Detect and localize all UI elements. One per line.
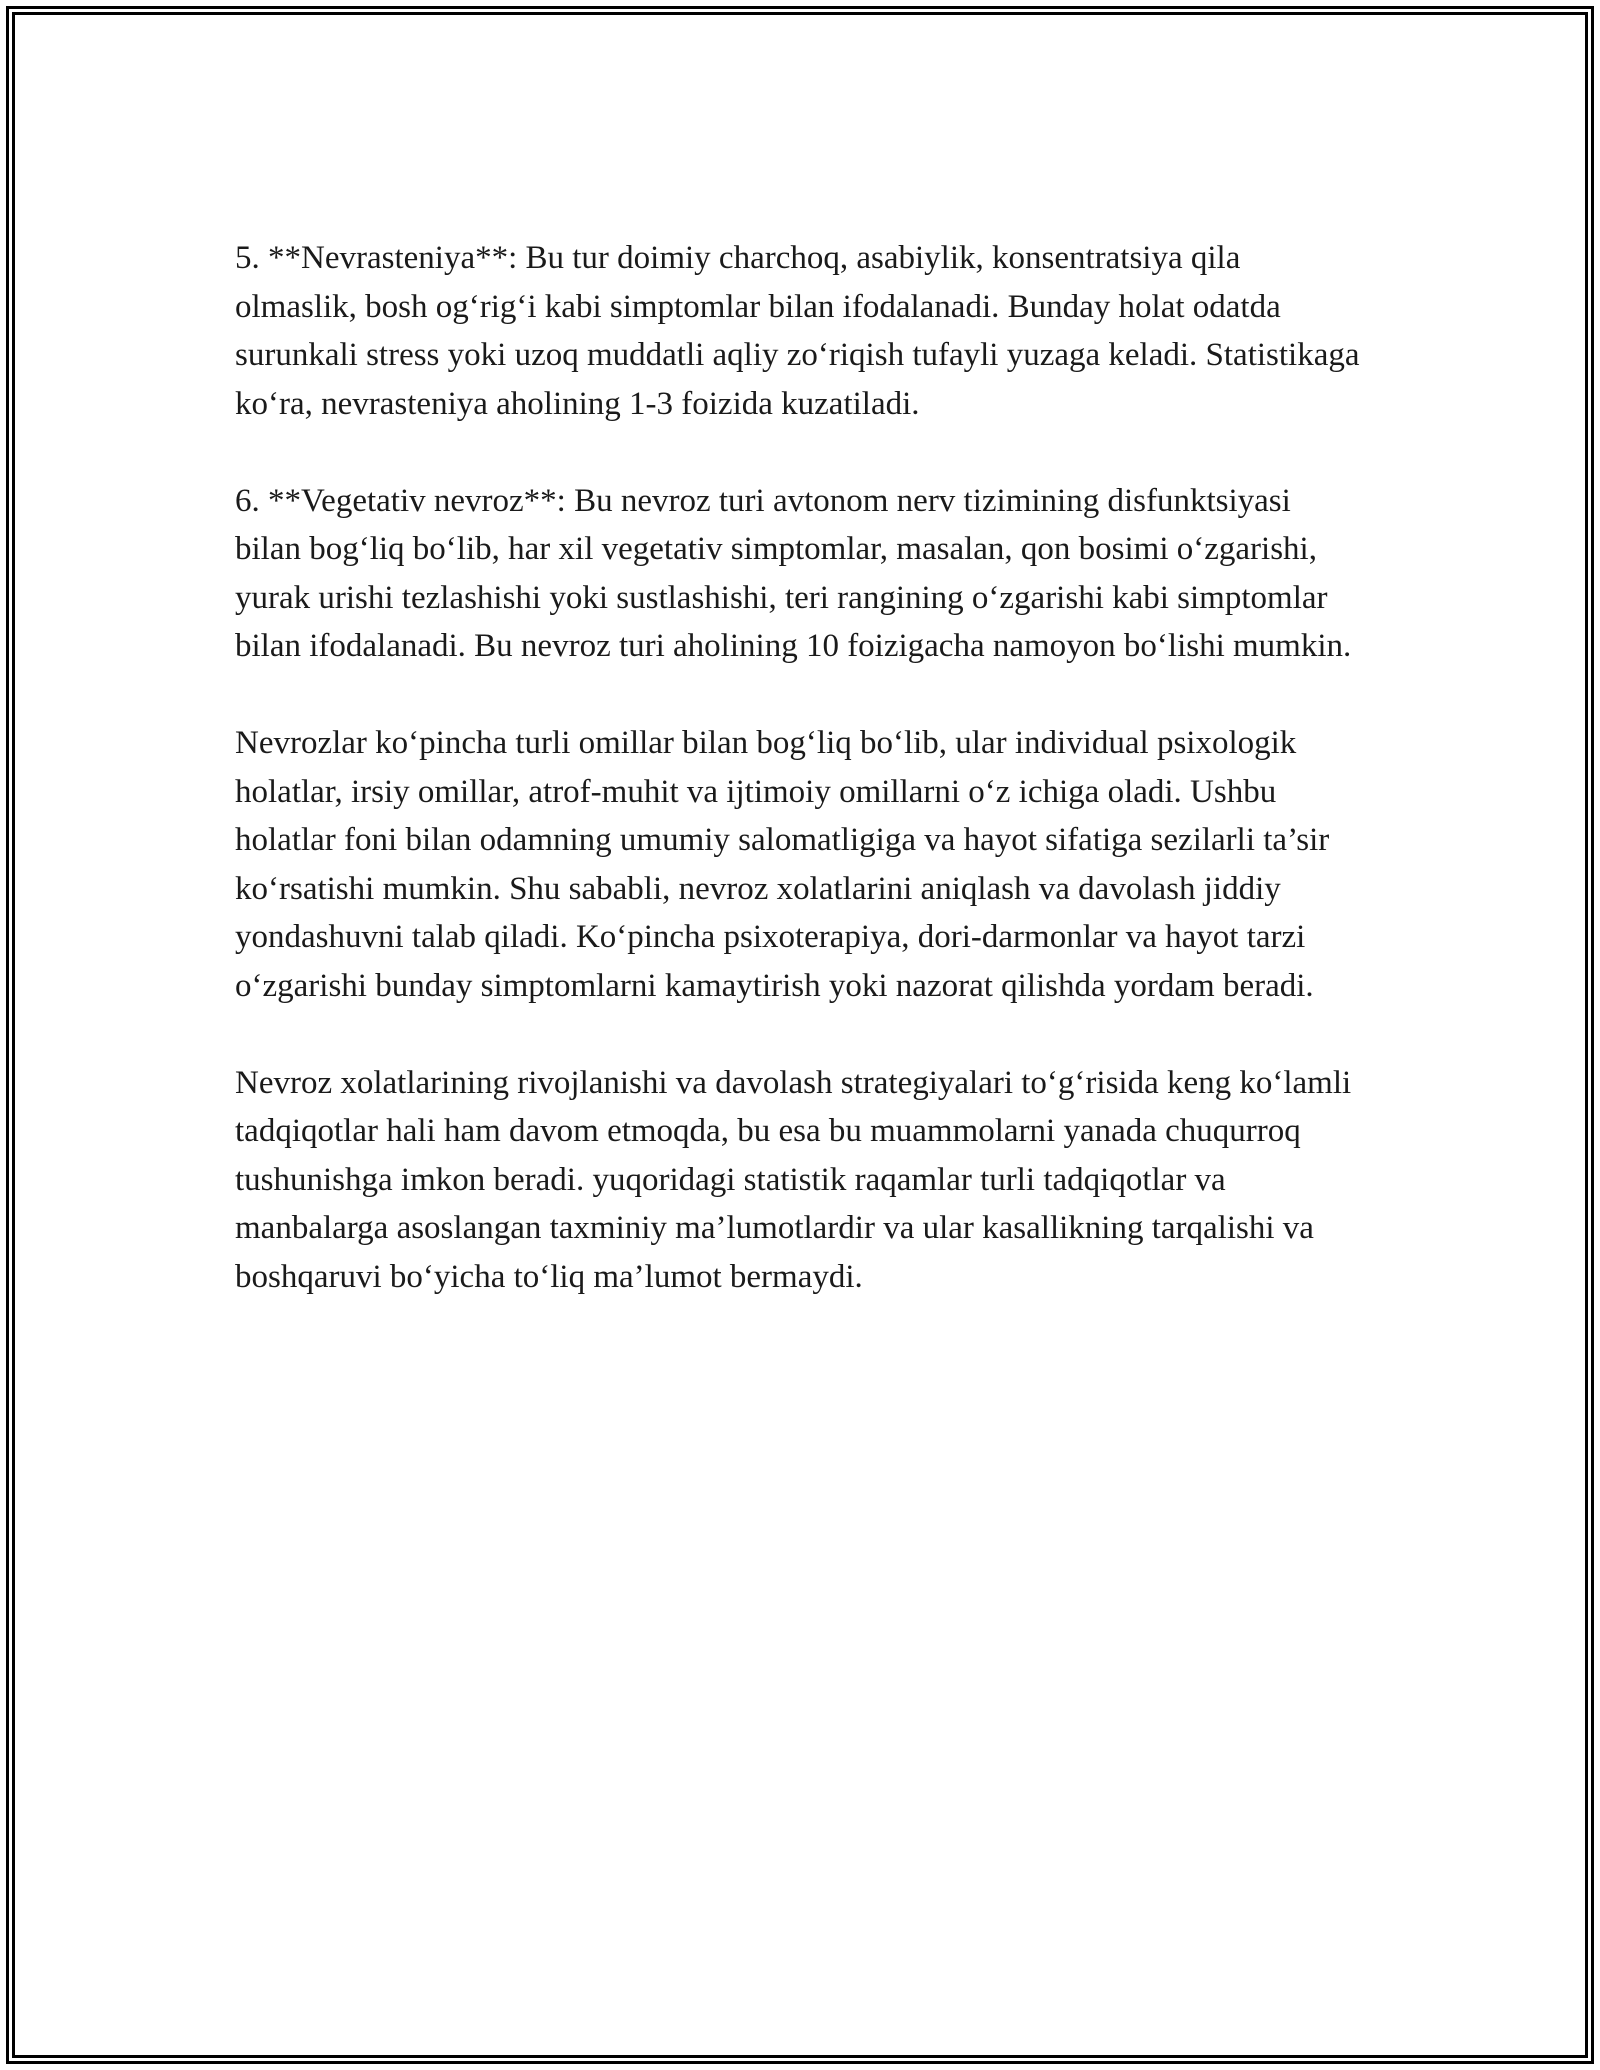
- paragraph-nevrozlar-omillar: Nevrozlar ko‘pincha turli omillar bilan bog‘liq bo‘lib, ular individual psixologik holatlar, irsiy omillar, atrof-muhit va ijtimoiy omillarni o‘z ichiga oladi. Ushbu holatlar foni bilan odamning umumiy salomatligiga va hayot sifatiga sezilarli ta’sir ko‘rsatishi mumkin. Shu sababli, nevroz xolatlarini aniqlash va davolash jiddiy yondashuvni talab qiladi. Ko‘pincha psixoterapiya, dori-darmonlar va hayot tarzi o‘zgarishi bunday simptomlarni kamaytirish yoki nazorat qilishda yordam beradi.: [235, 725, 1330, 1004]
- paragraph-nevrasteniya: 5. **Nevrasteniya**: Bu tur doimiy charchoq, asabiylik, konsentratsiya qila olmaslik, bosh og‘rig‘i kabi simptomlar bilan ifodalanadi. Bunday holat odatda surunkali stress yoki uzoq muddatli aqliy zo‘riqish tufayli yuzaga keladi. Statistikaga ko‘ra, nevrasteniya aholining 1-3 foizida kuzatiladi.: [235, 240, 1360, 422]
- paragraph-tadqiqotlar: Nevroz xolatlarining rivojlanishi va davolash strategiyalari to‘g‘risida keng ko‘lamli tadqiqotlar hali ham davom etmoqda, bu esa bu muammolarni yanada chuqurroq tushunishga imkon beradi. yuqoridagi statistik raqamlar turli tadqiqotlar va manbalarga asoslangan taxminiy ma’lumotlardir va ular kasallikning tarqalishi va boshqaruvi bo‘yicha to‘liq ma’lumot bermaydi.: [235, 1064, 1352, 1295]
- document-body: [235, 234, 1365, 1350]
- paragraph-vegetativ-nevroz: 6. **Vegetativ nevroz**: Bu nevroz turi avtonom nerv tizimining disfunktsiyasi bilan bog‘liq bo‘lib, har xil vegetativ simptomlar, masalan, qon bosimi o‘zgarishi, yurak urishi tezlashishi yoki sustlashishi, teri rangining o‘zgarishi kabi simptomlar bilan ifodalanadi. Bu nevroz turi aholining 10 foizigacha namoyon bo‘lishi mumkin.: [235, 482, 1352, 664]
